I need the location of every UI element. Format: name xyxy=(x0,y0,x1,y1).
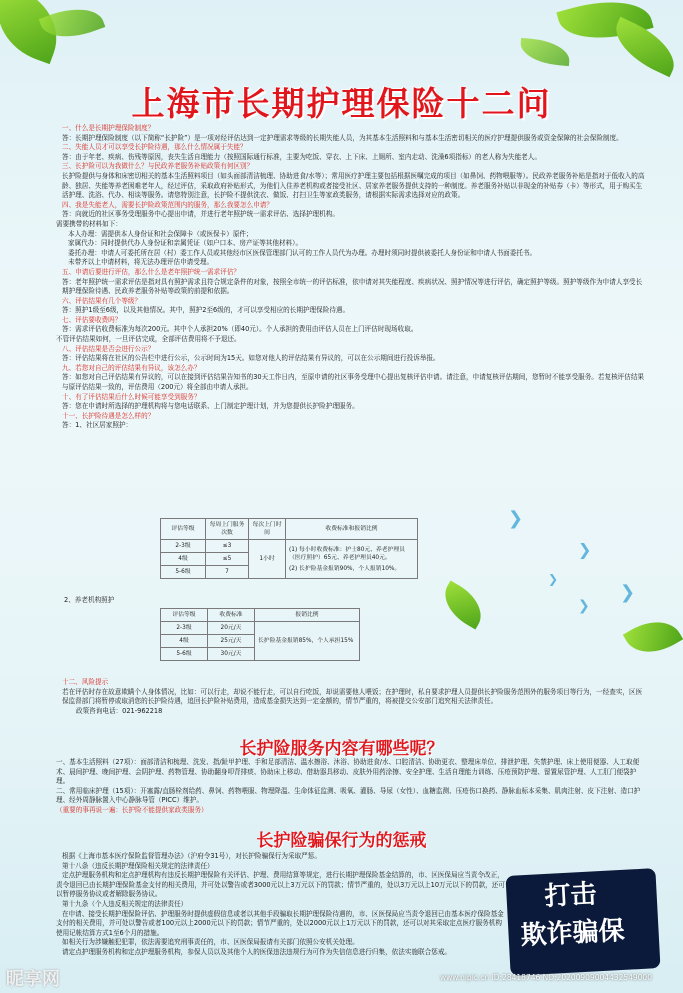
table-header: 报销比例 xyxy=(255,609,360,622)
answer-11: 答：1、社区居家照护： xyxy=(62,421,133,430)
service-note: （重要的事再说一遍：长护险不能提供家政类服务） xyxy=(56,805,208,814)
grade-cell: 2-3级 xyxy=(161,540,206,553)
anti-fraud-stamp xyxy=(505,868,660,976)
bird-icon: ❯ xyxy=(548,572,559,586)
visits-cell: 7 xyxy=(206,566,249,579)
leaf-decoration xyxy=(519,38,571,66)
page-title: 上海市长期护理保险十二问 xyxy=(131,84,552,123)
fee-note: (2) 长护险基金报销90%，个人报销10%。 xyxy=(289,565,401,572)
grade-cell: 5-6级 xyxy=(161,648,208,661)
fraud-penalty-title: 长护险骗保行为的惩戒 xyxy=(256,831,427,851)
qa-body xyxy=(56,124,648,431)
answer-12: 若在评估时存在故意欺瞒个人身体情况，比如：可以行走，却说不能行走，可以自行吃饭，却说需要他人喂饭；在护理时，私自要求护理人员提供长护险服务范围外的服务项目等行为，一经查实，区医保监督部门将暂停或取消您的长护险待遇，追回长护险补贴费用，造成基金损失达到一定金额的，情节严重的，将被提交公安部门追究相关法律责任。 xyxy=(62,687,643,706)
question-7: 七、评估要收费吗？ xyxy=(62,315,122,324)
question-5: 五、申请后要进行评估，那么什么是老年照护统一需求评估？ xyxy=(62,267,241,276)
watermark-url: www.nipic.cn xyxy=(440,973,490,982)
question-2: 二、失能人员才可以享受长护险待遇，那么什么情况属于失能？ xyxy=(62,143,247,152)
institution-fee-table xyxy=(160,608,360,661)
answer-7: 答：需求评估收费标准为每次200元。其中个人承担20%（即40元）。个人承担的费用由评估人员在上门评估时现场收取。 xyxy=(62,325,418,334)
penalty-paragraph: 在申请、接受长期护理保险评估、护理服务时提供虚假信息或者以其他手段骗取长期护理保险待遇的，市、区医保局应当责令退回已由基本医疗保险基金支付的相关费用，并可处以警告或者100元以上2000元以下的罚款；情节严重的，处以2000元以上1万元以下的罚款，还可以对其采取定点医疗服务机构使用记帐结算方式1至6个月的措施。 xyxy=(56,909,504,937)
penalty-paragraph: 如相关行为涉嫌触犯犯罪，依法需要追究刑事责任的，市、区医保局报请有关部门依照公安机关处理。 xyxy=(62,938,359,947)
table-header: 每次上门时间 xyxy=(249,519,286,540)
table-header: 评估等级 xyxy=(161,519,206,540)
penalty-paragraph: 第十八条（违反长期护理保险相关规定的法律责任） xyxy=(62,861,214,870)
answer-9: 答：如您对自己评估结果有异议的，可以在接到评估结果告知书的30天工作日内，至原申请的社区事务受理中心提出复核评估申请。请注意，申请复核评估期间，您暂时不能享受服务。若复核评估结果与原评估结果一致的，评估费用（200元）将全部由申请人承担。 xyxy=(62,373,645,392)
question-4: 四、我是失能老人，需要长护险政策范围内的服务，那么我要怎么申请？ xyxy=(62,200,273,209)
answer-4: 答：向就近的社区事务受理服务中心提出申请，并进行老年照护统一需求评估、选择护理机构。 xyxy=(62,210,339,219)
answer-6: 答：照护1级至6级，以及其他情况。其中，照护2至6级的，才可以享受相应的长期护理保险待遇。 xyxy=(62,306,350,315)
answer-5: 答：老年照护统一需求评估是指对具有照护需求且符合规定条件的对象，按照全市统一的评估标准，依申请对其失能程度、疾病状况、照护情况等进行评估，确定照护等级。照护等级作为申请人享受长期护理保险待遇、民政养老服务补贴等政策的前提和依据。 xyxy=(62,277,643,296)
grade-cell: 2-3级 xyxy=(161,622,208,635)
question-8: 八、评估结果是否会进行公示？ xyxy=(62,344,155,353)
bird-icon: ❯ xyxy=(508,508,524,529)
grade-cell: 4级 xyxy=(161,553,206,566)
materials-title: 需要携带的材料如下： xyxy=(56,219,122,228)
leaf-decoration xyxy=(436,581,491,630)
watermark-no: ID:28418746 NO:20200909004432549000 xyxy=(491,973,652,982)
question-9: 九、若您对自己的评估结果有异议，该怎么办？ xyxy=(62,363,201,372)
question-6: 六、评估结果有几个等级？ xyxy=(62,296,142,305)
answer-3: 长护险提供与身体和床密切相关的基本生活照料项目（如头面部清洁梳理、协助进食/水等）；常用医疗护理主要包括根据医嘱完成的项目（如鼻饲、药物喂服等）。民政养老服务补贴是指对于低收入的高龄、独居、失能等养老困难老年人，经过评估，采取政府补贴形式，为他们入住养老机构或者接受社区、居家养老服务提供支持的一种制度。养老服务补贴以非现金的补贴券（卡）等形式，用于购买生活护理、洗浴、代办、相谈等服务。请您特别注意，长护险不提供洗衣、做饭、打扫卫生等家政类服务，请根据实际需求选择对应的政策。 xyxy=(62,171,645,200)
material-item: 家属代办：同时提供代办人身份证和亲属凭证（如户口本、房产证等其他材料）。 xyxy=(68,239,303,248)
question-12: 十二、风险提示 xyxy=(62,678,109,686)
watermark-id xyxy=(440,973,652,982)
material-item: 未带齐以上申请材料，将无法办理评估申请受理。 xyxy=(68,258,214,267)
table-header: 每周上门服务次数 xyxy=(206,519,249,540)
service-item: 一、基本生活照料（27项）：面部清洁和梳理、洗发、指/趾甲护理、手和足部清洁、温水擦浴、沐浴、协助进食/水、口腔清洁、协助更衣、整理床单位、排泄护理、失禁护理、床上使用便器、人工取便术、晨间护理、晚间护理、会阴护理、药物管理、协助翻身叩背排痰、协助床上移动、借助器具移动、皮肤外用药涂擦、安全护理、生活自理能力训练、压疮预防护理、留置尿管护理、人工肛门便袋护理。 xyxy=(56,758,640,786)
fee-cell: 25元/天 xyxy=(208,635,255,648)
penalty-paragraph: 第十九条（个人违反相关规定的法律责任） xyxy=(62,899,188,908)
answer-8: 答：评估结果将在社区的公告栏中进行公示，公示时间为15天。如您对他人的评估结果有异议的，可以在公示期间进行投诉举报。 xyxy=(62,354,440,363)
table-header: 评估等级 xyxy=(161,609,208,622)
visits-cell: ≤3 xyxy=(206,540,249,553)
stamp-line: 欺诈骗保 xyxy=(519,915,626,952)
answer-7-note: 不管评估结果如何，一旦评估完成，全部评估费用将不予退还。 xyxy=(56,335,241,344)
question-10: 十、有了评估结果后什么时候可能享受到服务？ xyxy=(62,392,201,401)
question-11: 十一、长护险待遇是怎么样的？ xyxy=(62,411,155,420)
fee-cell: 30元/天 xyxy=(208,648,255,661)
risk-section xyxy=(56,678,646,716)
table-header: 收费标准 xyxy=(208,609,255,622)
fee-cell: 20元/天 xyxy=(208,622,255,635)
contact-phone: 政策咨询电话：021-962218 xyxy=(76,706,163,715)
leaf-decoration xyxy=(623,610,683,664)
grade-cell: 4级 xyxy=(161,635,208,648)
material-item: 本人办理：需提供本人身份证和社会保障卡（或医保卡）原件； xyxy=(68,229,253,238)
material-item: 委托办理：申请人可委托所在居（村）委工作人员或其他经市区医保管理部门认可的工作人员代为办理。办理时须同时提供被委托人身份证和申请人书面委托书。 xyxy=(68,248,537,257)
penalty-paragraph: 根据《上海市基本医疗保险监督管理办法》（沪府令31号），对长护险骗保行为采取严惩。 xyxy=(62,852,321,860)
fraud-penalty-content xyxy=(56,852,506,958)
reimburse-cell: 长护险基金报销85%，个人承担15% xyxy=(255,622,360,661)
fee-note-cell xyxy=(286,540,418,579)
service-item: 二、常用临床护理（15项）：开塞露/直肠栓剂给药、鼻饲、药物喂服、物理降温、生命体征监测、吸氧、灌肠、导尿（女性）、血糖监测、压疮伤口换药、静脉血标本采集、肌肉注射、皮下注射、造口护理、经外周静脉置入中心静脉导管（PICC）维护。 xyxy=(56,786,641,805)
question-1: 一、什么是长期护理保险制度？ xyxy=(62,124,155,132)
question-3: 三、长护险可以为我做什么？与民政养老服务补贴政策有何区别？ xyxy=(62,162,254,171)
watermark-logo: 昵享网 xyxy=(6,969,60,990)
home-care-fee-table xyxy=(160,518,418,579)
table-header: 收费标准和报销比例 xyxy=(286,519,418,540)
bird-icon: ❯ xyxy=(620,582,636,603)
grade-cell: 5-6级 xyxy=(161,566,206,579)
institution-care-label: 2、养老机构照护 xyxy=(64,596,115,604)
bird-icon: ❯ xyxy=(578,540,592,559)
answer-1: 答：长期护理保险制度（以下简称“长护险”）是一项对经评估达到一定护理需求等级的长期失能人员，为其基本生活照料和与基本生活密切相关的医疗护理提供服务或资金保障的社会保险制度。 xyxy=(62,133,623,142)
visits-cell: ≤5 xyxy=(206,553,249,566)
answer-2: 答：由于年老、疾病、伤残等原因，丧失生活自理能力（按照国际通行标准，主要为吃饭、穿衣、上下床、上厕所、室内走动、洗澡6项指标）的老人称为失能老人。 xyxy=(62,152,541,161)
service-content xyxy=(56,758,646,816)
fee-note: (1) 每小时收费标准：护士80元、养老护理员（医疗照护）65元、养老护理员40元。 xyxy=(289,546,405,561)
stamp-line: 打击 xyxy=(543,879,598,912)
bird-icon: ❯ xyxy=(578,598,590,614)
service-content-title: 长护险服务内容有哪些呢？ xyxy=(239,739,444,759)
penalty-paragraph: 定点护理服务机构和定点护理机构有违反长期护理保险有关评估、护理、费用结算等规定，进行长期护理保险基金结算的，市、区医保局应当责令改正，责令退回已由长期护理保险基金支付的相关费用，并可处以警告或者3000元以上3万元以下的罚款；情节严重的，处以3万元以上10万元以下的罚款，还可以暂停服务协议或者解除服务协议。 xyxy=(56,871,505,899)
time-cell: 1小时 xyxy=(249,540,286,579)
answer-10: 答：您在申请时所选择的护理机构将与您电话联系、上门制定护理计划，并为您提供长护险护理服务。 xyxy=(62,402,359,411)
penalty-paragraph: 请定点护理服务机构和定点护理服务机构，参保人员以及其他个人的医保违法违规行为可作为失信信息进行归集，依法实施联合惩戒。 xyxy=(62,947,452,956)
